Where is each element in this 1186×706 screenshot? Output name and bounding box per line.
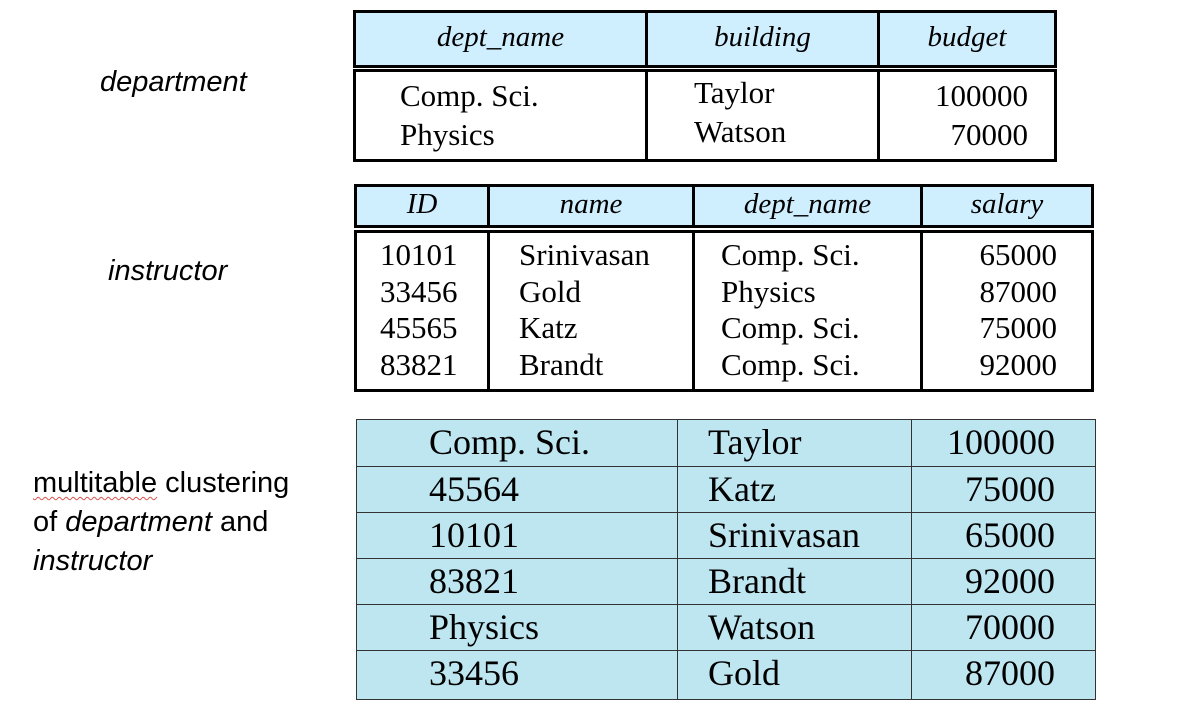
- cluster-label-line1: multitable clustering: [33, 467, 290, 499]
- table-cell: 33456: [380, 274, 458, 309]
- department-label: department: [100, 66, 247, 98]
- table-cell: 83821: [380, 347, 458, 382]
- cluster-table: [356, 419, 1096, 700]
- header-id: ID: [357, 187, 490, 225]
- table-cell: Taylor: [694, 75, 775, 110]
- table-row: [357, 558, 1095, 605]
- table-cell: 70000: [950, 117, 1028, 152]
- col-salary: [923, 233, 1091, 389]
- instructor-label: instructor: [108, 255, 228, 287]
- table-cell: 33456: [429, 653, 519, 693]
- table-row: [357, 466, 1095, 513]
- table-cell: 87000: [979, 274, 1057, 309]
- header-building: building: [648, 13, 880, 65]
- table-cell: 10101: [380, 237, 458, 272]
- cluster-label-line3: instructor: [33, 545, 153, 577]
- table-cell: 75000: [965, 469, 1055, 509]
- table-cell: 45565: [380, 310, 458, 345]
- table-cell: 75000: [979, 310, 1057, 345]
- department-body: [353, 69, 1057, 162]
- col-name: [490, 233, 695, 389]
- table-cell: Brandt: [708, 561, 806, 601]
- table-cell: Watson: [694, 114, 787, 149]
- header-dept-name: dept_name: [356, 13, 648, 65]
- table-cell: Watson: [708, 607, 816, 647]
- header-salary: salary: [970, 187, 1044, 220]
- table-cell: 83821: [429, 561, 519, 601]
- table-cell: Physics: [400, 117, 495, 152]
- instructor-header-row: [354, 184, 1094, 228]
- col-building: [648, 72, 880, 159]
- table-cell: 70000: [965, 607, 1055, 647]
- table-cell: 92000: [965, 561, 1055, 601]
- table-row: [357, 650, 1095, 697]
- table-cell: 10101: [429, 515, 519, 555]
- cluster-label-line2: of department and: [33, 506, 269, 538]
- header-name: name: [490, 187, 695, 225]
- table-row: [357, 604, 1095, 651]
- department-header-row: [353, 10, 1057, 68]
- table-cell: 45564: [429, 469, 519, 509]
- table-cell: Physics: [721, 274, 816, 309]
- header-dept-name: dept_name: [695, 187, 923, 225]
- table-cell: Gold: [519, 274, 581, 309]
- table-cell: 65000: [965, 515, 1055, 555]
- table-row: [357, 512, 1095, 559]
- table-cell: 100000: [935, 78, 1028, 113]
- table-cell: Comp. Sci.: [721, 347, 860, 382]
- table-cell: Comp. Sci.: [400, 78, 539, 113]
- table-cell: Srinivasan: [708, 515, 860, 555]
- table-cell: Comp. Sci.: [429, 422, 591, 462]
- table-cell: 100000: [947, 422, 1055, 462]
- table-cell: 87000: [965, 653, 1055, 693]
- table-cell: Katz: [519, 310, 578, 345]
- col-dept-name: [695, 233, 923, 389]
- table-cell: Gold: [708, 653, 780, 693]
- table-cell: Srinivasan: [519, 237, 650, 272]
- spellcheck-word: multitable: [33, 467, 158, 499]
- table-cell: Katz: [708, 469, 776, 509]
- col-budget: [880, 72, 1054, 159]
- table-cell: Physics: [429, 607, 540, 647]
- department-table: [353, 10, 1057, 162]
- table-cell: 92000: [979, 347, 1057, 382]
- table-cell: Taylor: [708, 422, 802, 462]
- table-cell: 65000: [979, 237, 1057, 272]
- instructor-body: [354, 230, 1094, 392]
- header-budget: budget: [927, 20, 1007, 53]
- instructor-table: [354, 184, 1094, 392]
- table-cell: Comp. Sci.: [721, 310, 860, 345]
- col-id: [357, 233, 490, 389]
- col-dept-name: [356, 72, 648, 159]
- table-cell: Brandt: [519, 347, 604, 382]
- table-row: [357, 420, 1095, 466]
- table-cell: Comp. Sci.: [721, 237, 860, 272]
